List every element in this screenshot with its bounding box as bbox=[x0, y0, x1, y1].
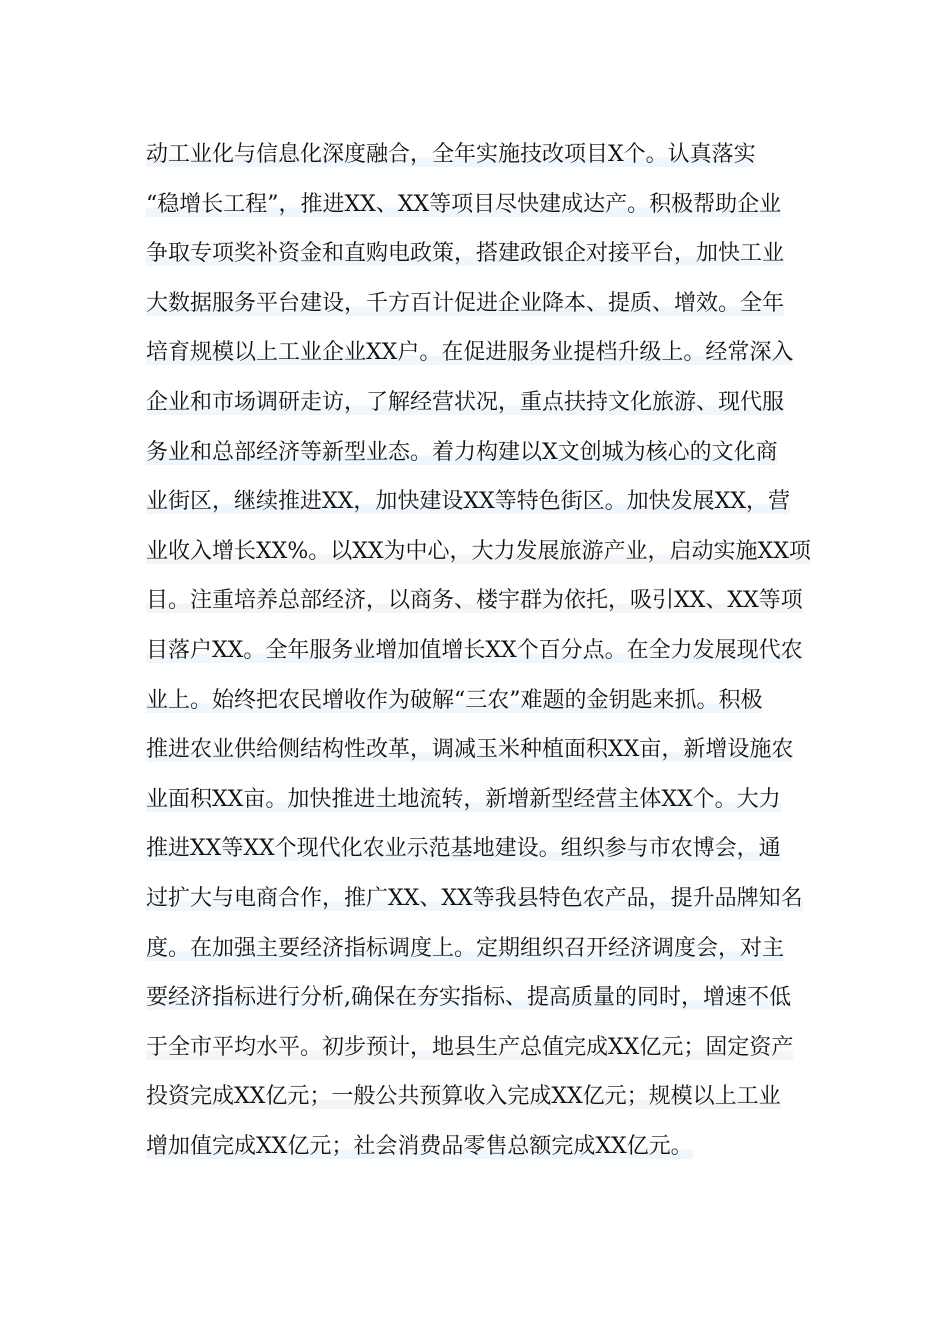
text-line: 业上。始终把农民增收作为破解“三农”难题的金钥匙来抓。积极 bbox=[146, 687, 763, 713]
text-line: 推进XX等XX个现代化农业示范基地建设。组织参与市农博会，通 bbox=[146, 836, 781, 862]
text-line: 增加值完成XX亿元；社会消费品零售总额完成XX亿元。 bbox=[146, 1133, 693, 1159]
text-line: “稳增长工程”，推进XX、XX等项目尽快建成达产。积极帮助企业 bbox=[146, 191, 782, 217]
text-line: 企业和市场调研走访，了解经营状况，重点扶持文化旅游、现代服 bbox=[146, 389, 785, 415]
text-line: 要经济指标进行分析,确保在夯实指标、提高质量的同时，增速不低 bbox=[146, 985, 791, 1011]
text-line: 培育规模以上工业企业XX户。在促进服务业提档升级上。经常深入 bbox=[146, 340, 794, 366]
text-line: 业收入增长XX%。以XX为中心，大力发展旅游产业，启动实施XX项 bbox=[146, 538, 811, 564]
text-line: 推进农业供给侧结构性改革，调减玉米种植面积XX亩，新增设施农 bbox=[146, 737, 794, 763]
text-line: 目。注重培养总部经济，以商务、楼宇群为依托，吸引XX、XX等项 bbox=[146, 588, 803, 614]
text-line: 动工业化与信息化深度融合，全年实施技改项目X个。认真落实 bbox=[146, 142, 756, 167]
text-line: 目落户XX。全年服务业增加值增长XX个百分点。在全力发展现代农 bbox=[146, 637, 803, 663]
text-line: 于全市平均水平。初步预计，地县生产总值完成XX亿元；固定资产 bbox=[146, 1034, 794, 1060]
text-line: 度。在加强主要经济指标调度上。定期组织召开经济调度会，对主 bbox=[146, 935, 785, 961]
body-paragraph bbox=[146, 130, 811, 1171]
text-line: 业面积XX亩。加快推进土地流转，新增新型经营主体XX个。大力 bbox=[146, 786, 781, 812]
text-line: 投资完成XX亿元；一般公共预算收入完成XX亿元；规模以上工业 bbox=[146, 1084, 781, 1110]
text-line: 过扩大与电商合作，推广XX、XX等我县特色农产品，提升品牌知名 bbox=[146, 885, 803, 911]
text-line: 大数据服务平台建设，千方百计促进企业降本、提质、增效。全年 bbox=[146, 290, 785, 316]
text-line: 务业和总部经济等新型业态。着力构建以X文创城为核心的文化商 bbox=[146, 439, 778, 465]
text-line: 争取专项奖补资金和直购电政策，搭建政银企对接平台，加快工业 bbox=[146, 241, 785, 267]
text-line: 业街区，继续推进XX，加快建设XX等特色街区。加快发展XX，营 bbox=[146, 489, 790, 515]
